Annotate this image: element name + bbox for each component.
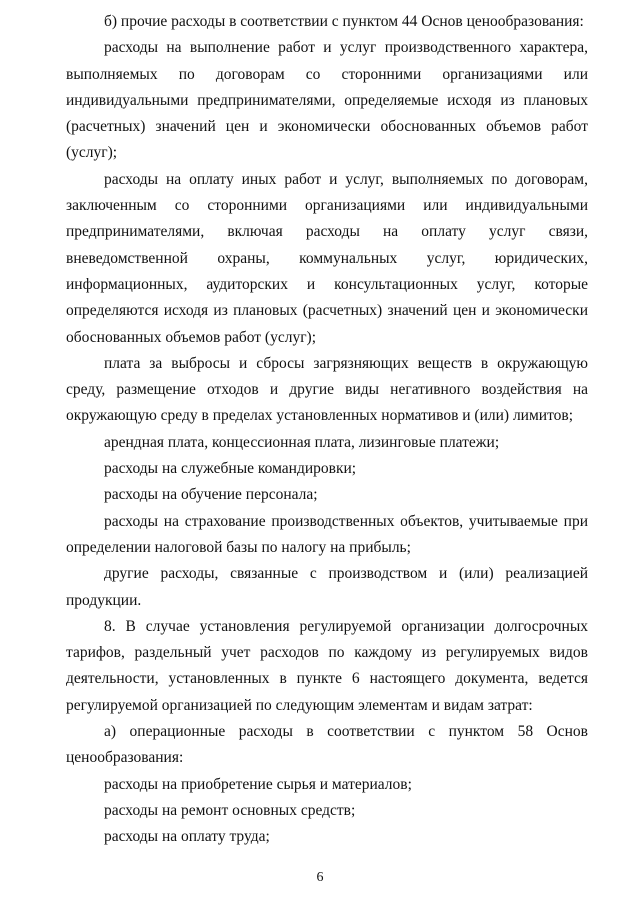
- paragraph-other-production-expenses: другие расходы, связанные с производством и (или) реализацией продукции.: [66, 565, 588, 609]
- paragraph-clause-8: 8. В случае установления регулируемой организации долгосрочных тарифов, раздельный учет расходов по каждому из регулируемых видов деятельности, установленных в пункте 6 настоящего документа, ведется регулируемой организацией по следующим элементам и видам затрат:: [66, 617, 588, 714]
- paragraph-labor-costs: расходы на оплату труда;: [104, 828, 270, 846]
- paragraph-business-trips: расходы на служебные командировки;: [104, 460, 357, 478]
- paragraph-other-expenses-heading: б) прочие расходы в соответствии с пунктом 44 Основ ценообразования:: [104, 13, 584, 30]
- paragraph-rent-payments: арендная плата, концессионная плата, лизинговые платежи;: [104, 433, 500, 451]
- page-number: 6: [316, 870, 324, 885]
- body-text: [66, 9, 588, 851]
- paragraph-staff-training: расходы на обучение персонала;: [104, 486, 318, 504]
- paragraph-production-works-expenses: расходы на выполнение работ и услуг производственного характера, выполняемых по договорам со сторонними организациями или индивидуальными предпринимателями, определяемые исходя из плановых (расчетных) значений цен и экономически обоснованных объемов работ (услуг);: [66, 39, 588, 162]
- paragraph-operating-expenses: а) операционные расходы в соответствии с пунктом 58 Основ ценообразования:: [66, 723, 588, 767]
- paragraph-insurance: расходы на страхование производственных объектов, учитываемые при определении налоговой базы по налогу на прибыль;: [66, 512, 588, 556]
- paragraph-raw-materials: расходы на приобретение сырья и материалов;: [104, 775, 412, 793]
- paragraph-other-works-expenses: расходы на оплату иных работ и услуг, выполняемых по договорам, заключенным со сторонними организациями или индивидуальными предпринимателями, включая расходы на оплату услуг связи, вневедомственной охраны, коммунальных услуг, юридических, информационных, аудиторских и консультационных услуг, которые определяются исходя из плановых (расчетных) значений цен и экономически обоснованных объемов работ (услуг);: [66, 170, 588, 346]
- paragraph-fixed-assets-repair: расходы на ремонт основных средств;: [104, 801, 356, 819]
- paragraph-emissions-fee: плата за выбросы и сбросы загрязняющих веществ в окружающую среду, размещение отходов и другие виды негативного воздействия на окружающую среду в пределах установленных нормативов и (или) лимитов;: [66, 354, 588, 425]
